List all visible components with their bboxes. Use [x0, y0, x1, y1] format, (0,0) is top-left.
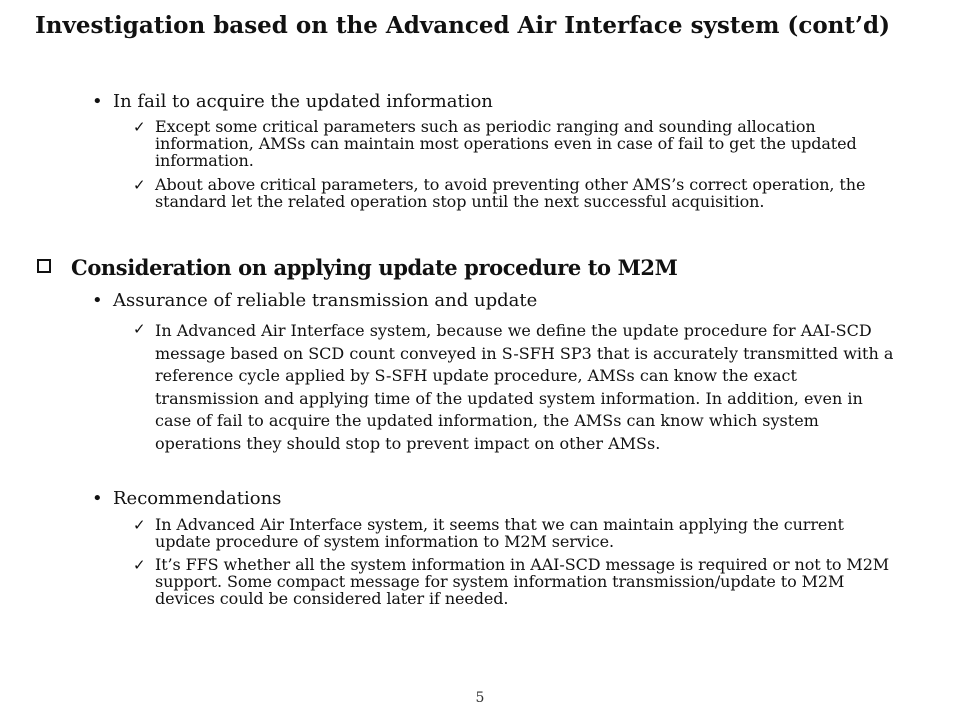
- subitem-text: In Advanced Air Interface system, because we define the update procedure for AAI-SCD message based on SCD count conveyed in S-SFH SP3 that is accurately transmitted with a reference cycle applied by S-SFH update procedure, AMSs can know the exact transmission and applying time of the updated system information. In addition, even in case of fail to acquire the updated information, the AMSs can know which system operations they should stop to prevent impact on other AMSs.: [155, 321, 894, 453]
- subitem-text: Except some critical parameters such as periodic ranging and sounding allocation information, AMSs can maintain most operations even in case of fail to get the updated information.: [155, 117, 857, 170]
- subitem-text: In Advanced Air Interface system, it seems that we can maintain applying the current update procedure of system information to M2M service.: [155, 515, 844, 551]
- check-icon: ✓: [133, 320, 146, 338]
- section-heading-text: Consideration on applying update procedure to M2M: [71, 255, 678, 280]
- square-bullet-icon: [37, 259, 51, 273]
- check-icon: ✓: [133, 556, 146, 574]
- check-icon: ✓: [133, 516, 146, 534]
- bullet-dot-icon: •: [92, 290, 103, 311]
- subitem-text: It’s FFS whether all the system information in AAI-SCD message is required or not to M2M support. Some compact message for system information transmission/update to M2M devices could be considered later if needed.: [155, 555, 890, 608]
- check-icon: ✓: [133, 176, 146, 194]
- slide-title: Investigation based on the Advanced Air Interface system (cont’d): [35, 12, 890, 39]
- subitem-text: About above critical parameters, to avoid preventing other AMS’s correct operation, the standard let the related operation stop until the next successful acquisition.: [155, 175, 866, 211]
- page-number: 5: [475, 690, 485, 706]
- bullet-dot-icon: •: [92, 488, 103, 509]
- bullet-text: Assurance of reliable transmission and update: [113, 290, 538, 311]
- check-icon: ✓: [133, 118, 146, 136]
- bullet-text: Recommendations: [113, 488, 282, 509]
- bullet-dot-icon: •: [92, 91, 103, 112]
- bullet-text: In fail to acquire the updated information: [113, 91, 493, 112]
